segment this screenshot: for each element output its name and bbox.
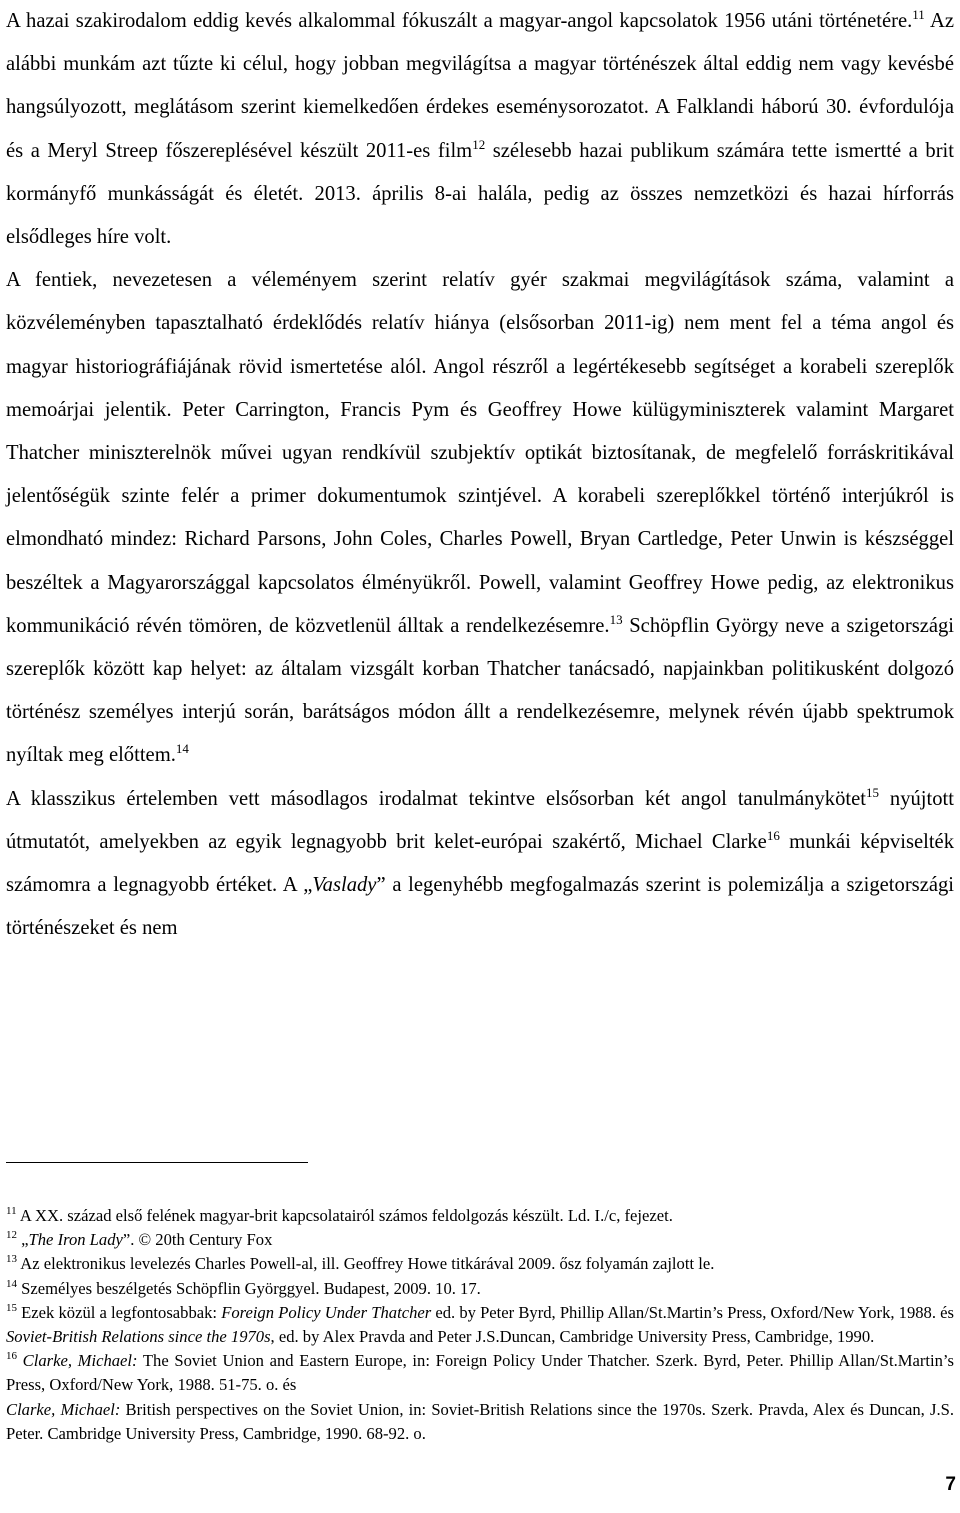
paragraph-text: A klasszikus értelemben vett másodlagos irodalmat tekintve elsősorban két angol tanulmánykötet [6, 787, 866, 810]
footnote-text: Az elektronikus levelezés Charles Powell-al, ill. Geoffrey Howe titkárával 2009. ősz folyamán zajlott le. [20, 1254, 715, 1274]
footnote-ref-11[interactable]: 11 [912, 7, 925, 22]
footnotes [6, 1204, 954, 1446]
footnote-ref-13[interactable]: 13 [609, 611, 623, 627]
footnote-ref-16[interactable]: 16 [766, 827, 780, 843]
paragraph-text: Schöpflin György neve a szigetországi szereplők között kap helyet: az általam vizsgált korban Thatcher tanácsadó, napjainkban politikusként dolgozó történész személyes interjú során, barátságos módon állt a rendelkezésemre, melynek révén újabb spektrumok nyíltak meg előttem. [6, 614, 955, 767]
paragraph-text: ” a legenyhébb megfogalmazás szerint is polemizálja a szigetországi történészeket és nem [6, 874, 954, 940]
paragraph-text: A fentiek, nevezetesen a véleményem szerint relatív gyér szakmai megvilágítások száma, valamint a közvéleményben tapasztalható érdeklődés relatív hiánya (elsősorban 2011-ig) nem ment fel a téma angol és magyar historiográfiájának rövid ismertetése alól. Angol részről a legértékesebb segítséget a korabeli szereplők memoárjai jelentik. Peter Carrington, Francis Pym és Geoffrey Howe külügyminiszterek valamint Margaret Thatcher miniszterelnök művei ugyan rendkívül szubjektív optikát biztosítanak, de megfelelő forráskritikával jelentőségük szinte felér a primer dokumentumok szintjével. A korabeli szereplőkkel történő interjúkról is elmondható mindez: Richard Parsons, John Coles, Charles Powell, Bryan Cartledge, Peter Unwin is készséggel beszéltek a Magyarországgal kapcsolatos élményükről. Powell, valamint Geoffrey Howe pedig, az elektronikus kommunikáció révén tömören, de közvetlenül álltak a rendelkezésemre. [6, 269, 954, 637]
footnote-text: Személyes beszélgetés Schöpflin Györggyel. Budapest, 2009. 10. 17. [21, 1278, 481, 1298]
book-title: Vaslady [312, 874, 377, 897]
footnote-11 [6, 1204, 954, 1228]
footnote-number: 12 [6, 1229, 17, 1242]
paragraph-1 [6, 0, 954, 259]
footnote-text: Ezek közül a legfontosabbak: [21, 1302, 222, 1322]
footnote-text: ed. by Peter Byrd, Phillip Allan/St.Martin’s Press, Oxford/New York, 1988. és [431, 1302, 954, 1322]
footnote-ref-14[interactable]: 14 [175, 741, 189, 757]
footnote-text: ”. © 20th Century Fox [122, 1230, 273, 1250]
paragraph-text: szélesebb hazai publikum számára tette ismertté a brit kormányfő munkásságát és életét. 2013. április 8-ai halála, pedig az összes nemzetközi és hazai hírforrás elsődleges híre volt. [6, 139, 954, 249]
paragraph-text: Az alábbi munkám azt tűzte ki célul, hogy jobban megvilágítsa a magyar történészek által eddig nem vagy kevésbé hangsúlyozott, meglátásom szerint kiemelkedően érdekes eseménysorozatot. A Falklandi háború 30. évfordulója és a Meryl Streep főszereplésével készült 2011-es film [6, 10, 955, 162]
footnote-number: 15 [6, 1301, 17, 1314]
footnote-text: British perspectives on the Soviet Union, in: Soviet-British Relations since the 1970s. Szerk. Pravda, Alex és Duncan, J.S. Peter. Cambridge University Press, Cambridge, 1990. 68-92. o. [6, 1399, 954, 1443]
footnote-15 [6, 1301, 954, 1349]
footnote-13 [6, 1252, 954, 1276]
footnote-separator [6, 1162, 308, 1163]
footnote-text: „ [21, 1230, 29, 1250]
footnote-title: Soviet-British Relations since the 1970s [6, 1327, 271, 1347]
footnote-number: 11 [6, 1205, 17, 1217]
main-text [6, 0, 954, 950]
footnote-title: Foreign Policy Under Thatcher [221, 1302, 432, 1322]
footnote-16 [6, 1349, 954, 1397]
footnote-ref-12[interactable]: 12 [472, 136, 486, 152]
footnote-text: A XX. század első felének magyar-brit kapcsolatairól számos feldolgozás készült. Ld. I./c, fejezet. [19, 1206, 673, 1225]
footnote-number: 13 [6, 1253, 17, 1266]
footnote-text: , ed. by Alex Pravda and Peter J.S.Duncan, Cambridge University Press, Cambridge, 1990. [270, 1327, 875, 1347]
footnote-12 [6, 1228, 954, 1252]
footnote-title: The Iron Lady [28, 1230, 123, 1250]
footnote-number: 16 [6, 1350, 17, 1363]
paragraph-text: nyújtott útmutatót, amelyekben az egyik legnagyobb brit kelet-európai szakértő, Michael Clarke [6, 787, 954, 853]
paragraph-text: A hazai szakirodalom eddig kevés alkalommal fókuszált a magyar-angol kapcsolatok 1956 utáni történetére. [6, 10, 913, 32]
footnote-author: Clarke, Michael: [22, 1351, 138, 1371]
footnote-16-continued [6, 1398, 954, 1446]
footnote-ref-15[interactable]: 15 [865, 784, 879, 800]
paragraph-3 [6, 778, 954, 951]
page-number: 7 [945, 1474, 956, 1495]
paragraph-2 [6, 259, 954, 777]
footnote-14 [6, 1277, 954, 1301]
footnote-number: 14 [6, 1277, 17, 1290]
footnote-text: The Soviet Union and Eastern Europe, in: Foreign Policy Under Thatcher. Szerk. Byrd, Peter. Phillip Allan/St.Martin’s Press, Oxford/New York, 1988. 51-75. o. és [6, 1351, 954, 1395]
footnote-author: Clarke, Michael: [6, 1399, 121, 1419]
paragraph-text: munkái képviselték számomra a legnagyobb értéket. A „ [6, 830, 954, 897]
